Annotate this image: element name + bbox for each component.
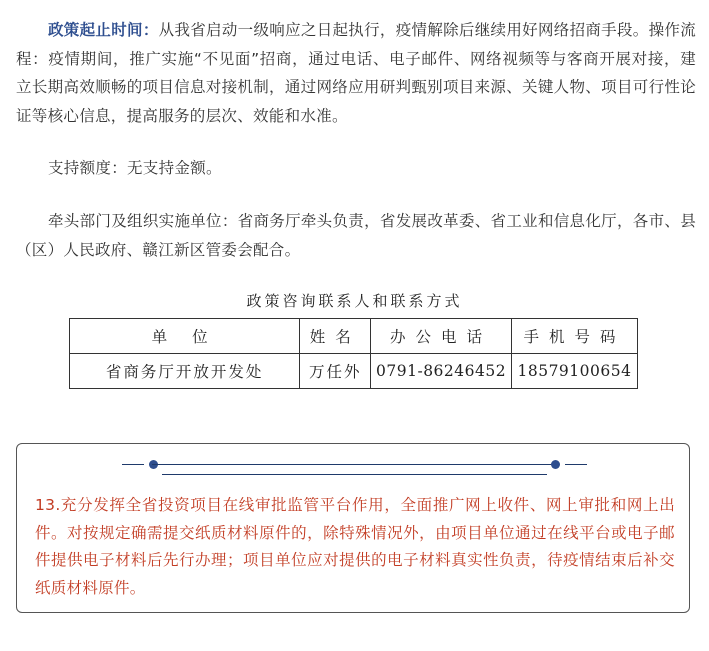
ornament-dash-left [122,464,144,465]
ornament-line-top [152,464,557,465]
header-name: 姓名 [300,319,371,354]
ornament-line-bottom [162,474,547,475]
cell-mobile: 18579100654 [511,354,637,389]
cell-office-phone: 0791-86246452 [371,354,512,389]
divider-ornament [122,458,587,482]
ornament-dash-right [565,464,587,465]
ornament-dot-right [551,460,560,469]
header-office-phone: 办公电话 [371,319,512,354]
policy-time-text: 从我省启动一级响应之日起执行，疫情解除后继续用好网络招商手段。操作流程：疫情期间，推广实施“不见面”招商，通过电话、电子邮件、网络视频等与客商开展对接，建立长期高效顺畅的项目信息对接机制，通过网络应用研判甄别项目来源、关键人物、项目可行性论证等核心信息，提高服务的层次、效能和水准。 [16,21,696,125]
policy-time-paragraph [16,16,696,130]
header-unit: 单 位 [70,319,300,354]
departments-paragraph: 牵头部门及组织实施单位：省商务厅牵头负责，省发展改革委、省工业和信息化厅，各市、县（区）人民政府、赣江新区管委会配合。 [16,212,696,259]
cell-name: 万任外 [300,354,371,389]
support-amount-paragraph: 支持额度：无支持金额。 [48,159,222,177]
table-caption: 政策咨询联系人和联系方式 [246,292,463,310]
table-row [70,354,638,389]
cell-unit: 省商务厅开放开发处 [70,354,300,389]
highlight-text: 13.充分发挥全省投资项目在线审批监管平台作用，全面推广网上收件、网上审批和网上出件。对按规定确需提交纸质材料原件的，除特殊情况外，由项目单位通过在线平台或电子邮件提供电子材料后先行办理；项目单位应对提供的电子材料真实性负责，待疫情结束后补交纸质材料原件。 [35,496,675,597]
highlight-box [16,443,690,613]
policy-time-label: 政策起止时间： [48,21,159,39]
contact-table [69,318,638,389]
header-mobile: 手机号码 [511,319,637,354]
table-header-row [70,319,638,354]
